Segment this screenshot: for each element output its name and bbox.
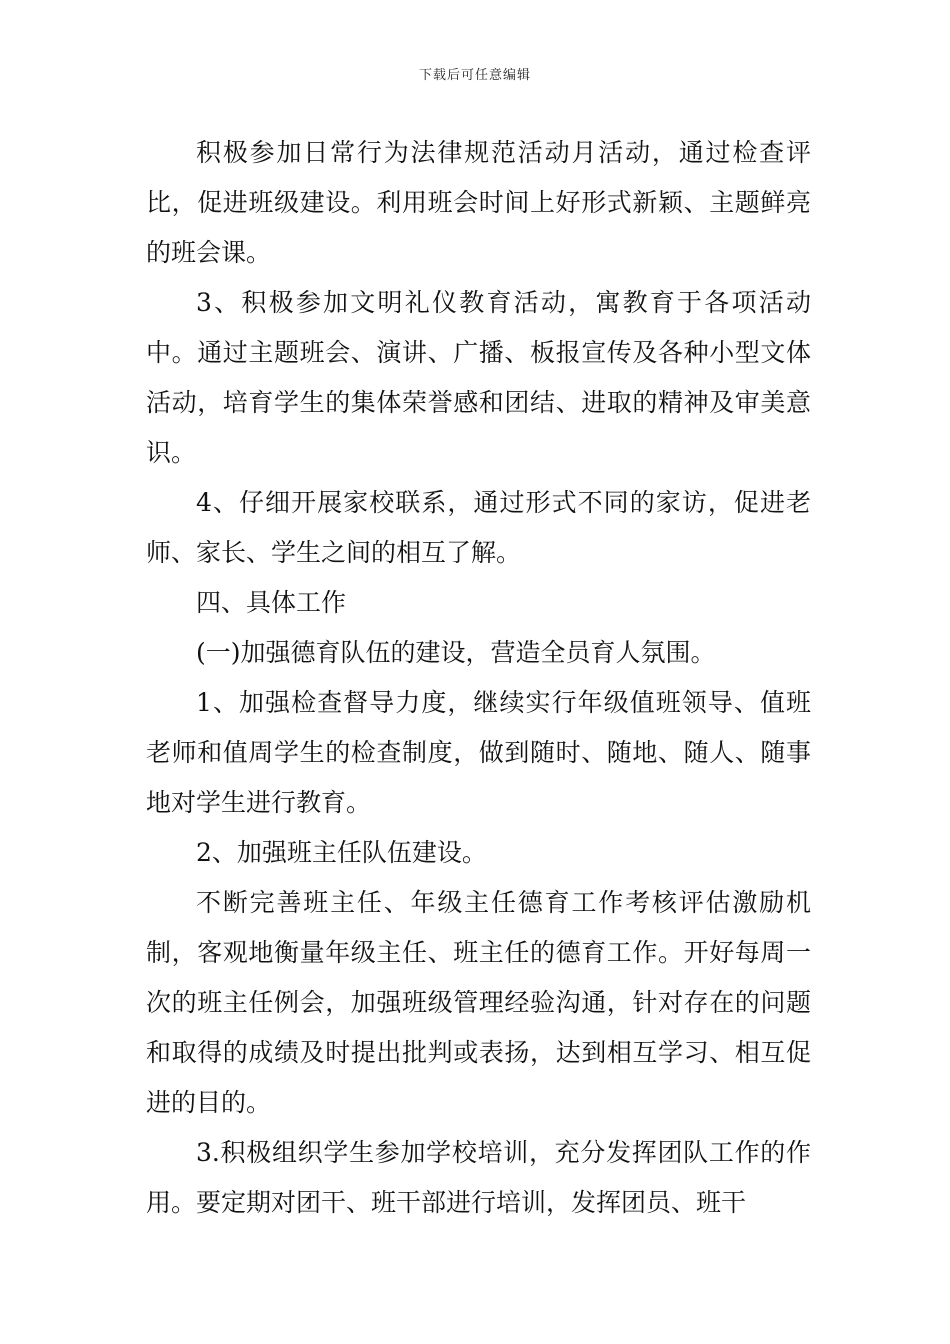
paragraph-7: 2、加强班主任队伍建设。 <box>196 838 487 867</box>
paragraph-3: 4、仔细开展家校联系，通过形式不同的家访，促进老师、家长、学生之间的相互了解。 <box>146 488 811 567</box>
paragraph-9: 3.积极组织学生参加学校培训，充分发挥团队工作的作用。要定期对团干、班干部进行培训，发挥团员、班干 <box>146 1138 811 1217</box>
paragraph-8: 不断完善班主任、年级主任德育工作考核评估激励机制，客观地衡量年级主任、班主任的德育工作。开好每周一次的班主任例会，加强班级管理经验沟通，针对存在的问题和取得的成绩及时提出批判或表扬，达到相互学习、相互促进的目的。 <box>146 888 811 1117</box>
paragraph-2: 3、积极参加文明礼仪教育活动，寓教育于各项活动中。通过主题班会、演讲、广播、板报宣传及各种小型文体活动，培育学生的集体荣誉感和团结、进取的精神及审美意识。 <box>146 288 811 467</box>
subsection-heading: (一)加强德育队伍的建设，营造全员育人氛围。 <box>196 638 716 667</box>
section-heading: 四、具体工作 <box>196 588 347 617</box>
page-header: 下载后可任意编辑 <box>418 68 531 83</box>
document-body <box>146 128 811 1228</box>
paragraph-6: 1、加强检查督导力度，继续实行年级值班领导、值班老师和值周学生的检查制度，做到随时、随地、随人、随事地对学生进行教育。 <box>146 688 811 817</box>
paragraph-1: 积极参加日常行为法律规范活动月活动，通过检查评比，促进班级建设。利用班会时间上好形式新颖、主题鲜亮的班会课。 <box>146 138 811 267</box>
